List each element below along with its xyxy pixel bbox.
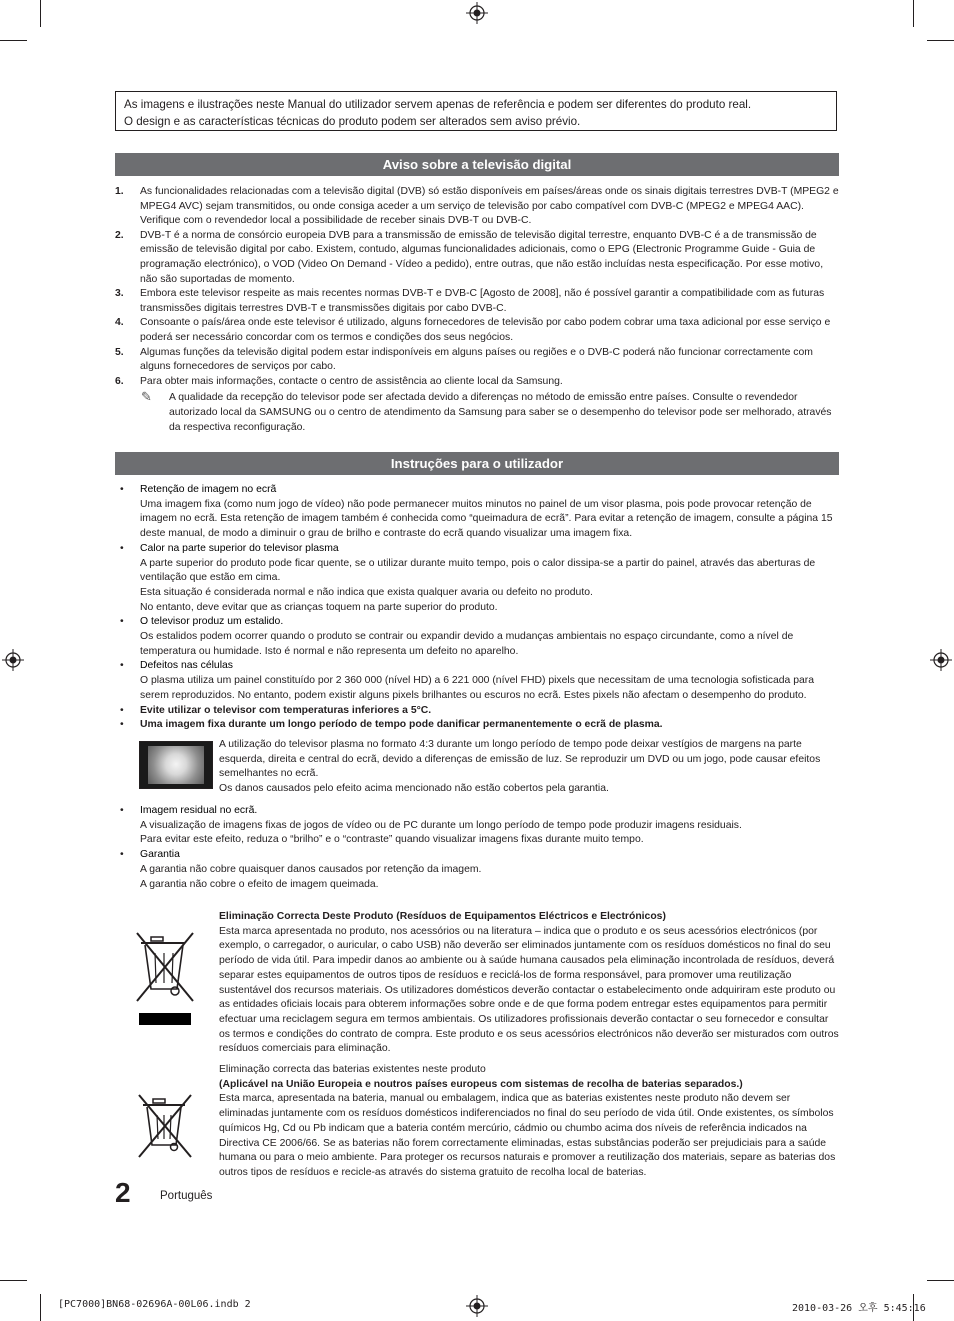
crossed-out-wheelie-bin-icon [133, 931, 197, 1003]
list-item [115, 483, 839, 542]
section-header-user-instructions: Instruções para o utilizador [115, 452, 839, 475]
item-text: A parte superior do produto pode ficar quente, se o utilizar durante muito tempo, pois o calor dissipa-se a partir do painel, através das aberturas de ventilação que estão em cima. [140, 557, 816, 584]
registration-mark-icon [466, 1295, 488, 1317]
item-title: Garantia [140, 849, 180, 861]
registration-mark-icon [930, 649, 952, 671]
weee-text: Esta marca apresentada no produto, nos acessórios ou na literatura – indica que o produto e os seus acessórios electrónicos (por exemplo, o carregador, o auricular, o cabo USB) não deverão ser eliminados juntamente com os resíduos domésticos no final do seu período de vida útil. Para impedir danos ao ambiente ou à saúde humana causados pela eliminação incontrolada de resíduos, deverá separar estes equipamentos de outros tipos de resíduos e reciclá-los de forma responsável, para promover uma reutilização sustentável dos recursos materiais. Os utilizadores domésticos deverão contactar o estabelecimento onde adquiriram este produto ou as entidades oficiais locais para obterem informações sobre onde e de que forma podem entregar estes equipamentos para permitir efectuar uma reciclagem segura em termos ambientais. Os utilizadores profissionais deverão contactar o seu fornecedor e consultar os termos e condições do contrato de compra. Este produto e os seus acessórios electrónicos não deverão ser misturados com outros resíduos comerciais para eliminação. [219, 925, 839, 1055]
user-instructions-list [115, 483, 839, 733]
weee-title: Eliminação Correcta Deste Produto (Resíduos de Equipamentos Eléctricos e Electrónicos) [219, 911, 666, 922]
item-title: O televisor produz um estalido. [140, 616, 284, 628]
plasma-warning-text [219, 738, 839, 797]
item-number: 4. [115, 317, 124, 329]
list-item [115, 346, 839, 375]
bullet-icon: • [120, 484, 124, 495]
item-text: As funcionalidades relacionadas com a televisão digital (DVB) só estão disponíveis em países/áreas onde os sinais digitais terrestres DVB-T (MPEG2 e MPEG4 AVC) sejam transmitidos, ou onde consiga aceder a um serviço de televisão por cabo compatível com DVB-C (MPEG2 e MPEG4 AAC). Verifique com o revendedor local a possibilidade de receber sinais DVB-T ou DVB-C. [140, 186, 839, 227]
list-item [115, 316, 839, 345]
paragraph: A utilização do televisor plasma no formato 4:3 durante um longo período de tempo pode deixar vestígios de margens na parte esquerda, direita e central do ecrã, devido a diferenças de emissão de luz. Se reproduzir um DVD ou um jogo, pode causar efeitos semelhantes no ecrã. [219, 739, 821, 780]
list-item [115, 659, 839, 703]
item-number: 1. [115, 186, 124, 197]
item-title: Retenção de imagem no ecrã [140, 484, 277, 495]
crop-mark [40, 1294, 41, 1321]
pencil-note-icon: ✎ [141, 389, 152, 405]
section-header-digital-tv: Aviso sobre a televisão digital [115, 153, 839, 176]
print-timestamp: 2010-03-26 오후 5:45:16 [792, 1303, 926, 1314]
bullet-icon: • [120, 719, 124, 731]
item-text: Os estalidos podem ocorrer quando o produto se contrair ou expandir devido a mudanças ambientais no espaço circundante, como a nível de temperatura ou humidade. Isto é normal e não representa um defeito no aparelho. [140, 631, 794, 657]
bullet-icon: • [120, 660, 124, 672]
item-text: A garantia não cobre o efeito de imagem queimada. [140, 878, 379, 890]
item-text: Embora este televisor respeite as mais recentes normas DVB-T e DVB-C [Agosto de 2008], não é possível garantir a compatibilidade com as futuras transmissões digitais terrestres DVB-T e transmissões digitais por cabo DVB-C. [140, 288, 825, 314]
battery-title: Eliminação correcta das baterias existentes neste produto [219, 1064, 486, 1075]
crop-mark [927, 40, 954, 41]
weee-disposal-notice [219, 910, 839, 1057]
item-text: Esta situação é considerada normal e não indica que exista qualquer avaria ou defeito no produto. [140, 586, 593, 598]
item-title: Defeitos nas células [140, 660, 233, 672]
note [115, 391, 839, 435]
registration-mark-icon [2, 649, 24, 671]
battery-disposal-notice [219, 1063, 839, 1181]
list-item [115, 542, 839, 616]
list-item [115, 804, 839, 848]
disclaimer-line: As imagens e ilustrações neste Manual do utilizador servem apenas de referência e podem ser diferentes do produto real. [124, 98, 752, 111]
item-text: Para obter mais informações, contacte o centro de assistência ao cliente local da Samsung. [140, 375, 563, 387]
bullet-icon: • [120, 849, 124, 861]
plasma-screen-image [139, 741, 213, 789]
item-text: A visualização de imagens fixas de jogos de vídeo ou de PC durante um longo período de tempo pode produzir imagens residuais. [140, 819, 742, 831]
battery-text: Esta marca, apresentada na bateria, manual ou embalagem, indica que as baterias existentes neste produto não devem ser eliminadas juntamente com os resíduos domésticos indiferenciados no final do seu período de vida útil. Onde existentes, os símbolos químicos Hg, Cd ou Pb indicam que a bateria contém mercúrio, cádmio ou chumbo acima dos níveis de referência indicados na Directiva CE 2006/66. Se as baterias não forem correctamente eliminadas, estas substâncias poderão ser prejudiciais para a saúde humana ou para o meio ambiente. Para proteger os recursos naturais e promover a reutilização dos materiais, separe as baterias dos outros tipos de resíduos e recicle-as através do sistema gratuito de recolha local de baterias. [219, 1093, 836, 1178]
item-text: No entanto, deve evitar que as crianças toquem na parte superior do produto. [140, 601, 498, 613]
page-number: 2 [115, 1177, 131, 1208]
item-text: DVB-T é a norma de consórcio europeia DVB para a transmissão de emissão de televisão digital terrestre, enquanto DVB-C é a de transmissão de emissão de televisão digital por cabo. Existem, contudo, algumas funcionalidades adicionais, como o EPG (Electronic Programme Guide - Guia de programação electrónico), o VOD (Video On Demand - Vídeo a pedido), entre outras, que não estão incluídas nesta especificação. Por esse motivo, não são suportadas de momento. [140, 229, 824, 285]
item-text: Uma imagem fixa (como num jogo de vídeo) não pode permanecer muitos minutos no painel de um visor plasma, pois pode provocar retenção de imagem no ecrã. Esta retenção de imagem também é conhecida como “queimadura de ecrã”. Para evitar a retenção de imagem, consulte a página 15 deste manual, de modo a diminuir o grau de brilho e contraste do ecrã quando visualizar uma imagem fixa. [140, 498, 833, 540]
digital-tv-notice-list [115, 185, 839, 435]
bullet-icon: • [120, 542, 124, 554]
paragraph: Os danos causados pelo efeito acima mencionado não estão cobertos pela garantia. [219, 783, 609, 795]
bullet-icon: • [120, 704, 124, 716]
list-item [115, 375, 839, 390]
bullet-icon: • [120, 616, 124, 628]
bullet-icon: • [120, 805, 124, 816]
item-number: 3. [115, 288, 124, 300]
item-number: 6. [115, 375, 124, 387]
item-number: 2. [115, 229, 124, 241]
disclaimer-box [115, 91, 837, 131]
list-item [115, 615, 839, 659]
crop-mark [0, 1280, 27, 1281]
list-item [115, 229, 839, 287]
item-title: Calor na parte superior do televisor plasma [140, 542, 339, 554]
disclaimer-line: O design e as características técnicas do produto podem ser alterados sem aviso prévio. [124, 115, 581, 128]
registration-mark-icon [466, 2, 488, 24]
list-item [115, 848, 839, 892]
user-instructions-list-continued [115, 804, 839, 892]
list-item [115, 185, 839, 229]
item-title: Imagem residual no ecrã. [140, 805, 258, 816]
item-text: Consoante o país/área onde este televisor é utilizado, alguns fornecedores de televisão por cabo podem cobrar uma taxa adicional por esse serviço e poderá ser necessário concordar com os termos e condições dos seus negócios. [140, 317, 831, 343]
item-text: Algumas funções da televisão digital podem estar indisponíveis em alguns países ou regiões e o DVB-C poderá não funcionar correctamente com alguns fornecedores de serviços por cabo. [140, 346, 813, 373]
list-item [115, 704, 839, 719]
crossed-out-battery-bin-icon [133, 1093, 197, 1159]
weee-underline-bar [139, 1013, 191, 1025]
item-text: O plasma utiliza um painel constituído por 2 360 000 (nível HD) a 6 221 000 (nível FHD) pixels que necessitam de uma tecnologia sofisticada para serem reproduzidos. No entanto, podem existir alguns pixels brilhantes ou escuros no ecrã. Estes pixels não afectam o desempenho do produto. [140, 675, 815, 701]
crop-mark [913, 0, 914, 27]
list-item [115, 287, 839, 316]
item-title: Evite utilizar o televisor com temperaturas inferiores a 5°C. [140, 704, 432, 716]
item-text: Para evitar este efeito, reduza o “brilho” e o “contraste” quando visualizar imagens fixas durante muito tempo. [140, 834, 644, 846]
print-file-info: [PC7000]BN68-02696A-00L06.indb 2 [58, 1299, 251, 1310]
item-number: 5. [115, 346, 124, 358]
crop-mark [40, 0, 41, 27]
note-text: A qualidade da recepção do televisor pode ser afectada devido a diferenças no método de emissão entre países. Consulte o revendedor autorizado local da SAMSUNG ou o centro de atendimento da Samsung para saber se o desempenho do televisor pode ser melhorado, através da respectiva reconfiguração. [169, 392, 832, 433]
list-item [115, 718, 839, 733]
plasma-screen-picture [148, 746, 204, 784]
crop-mark [0, 40, 27, 41]
item-title: Uma imagem fixa durante um longo período de tempo pode danificar permanentemente o ecrã de plasma. [140, 719, 663, 731]
battery-subtitle: (Aplicável na União Europeia e noutros países europeus com sistemas de recolha de baterias separados.) [219, 1078, 743, 1090]
crop-mark [927, 1280, 954, 1281]
item-text: A garantia não cobre quaisquer danos causados por retenção da imagem. [140, 863, 482, 875]
page-language: Português [160, 1190, 213, 1202]
